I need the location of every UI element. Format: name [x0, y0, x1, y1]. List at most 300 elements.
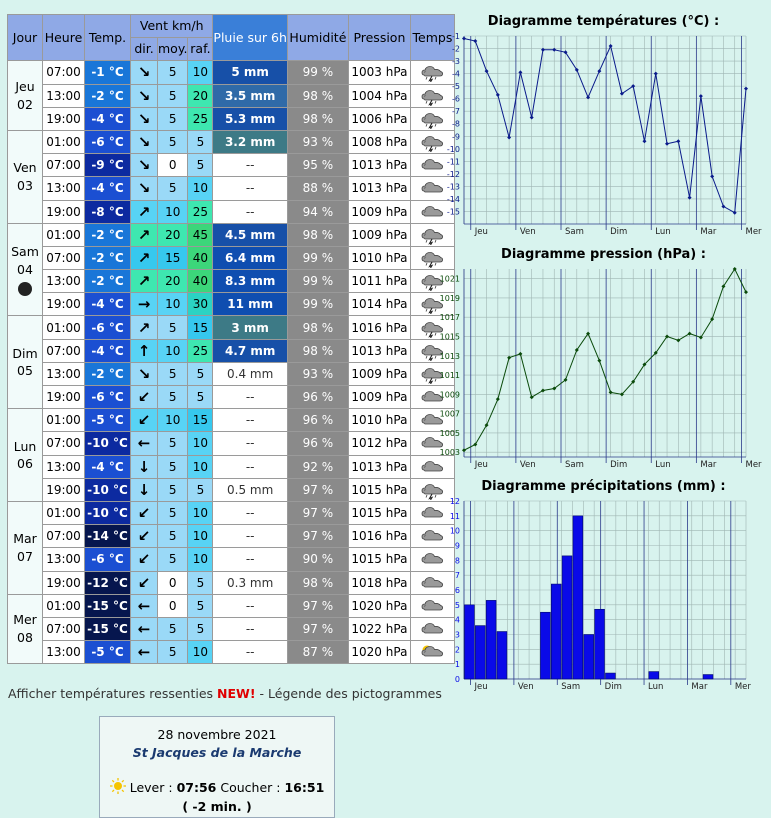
- forecast-row: [8, 455, 455, 478]
- wind-gust-cell: 45: [188, 223, 213, 246]
- pressure-cell: 1009 hPa: [348, 386, 410, 409]
- rain-cell: --: [213, 617, 288, 640]
- header-vent: Vent km/h: [131, 15, 213, 38]
- wind-direction-icon: ↘: [131, 61, 158, 84]
- wind-gust-cell: 10: [188, 61, 213, 84]
- wind-direction-icon: ↗: [131, 223, 158, 246]
- precip-bar: [497, 632, 507, 679]
- pressure-cell: 1015 hPa: [348, 501, 410, 524]
- temperature-cell: -12 °C: [85, 571, 131, 594]
- legend-link[interactable]: Légende des pictogrammes: [268, 686, 442, 701]
- wind-direction-icon: ↙: [131, 548, 158, 571]
- day-label: Sam: [11, 244, 39, 260]
- pressure-cell: 1020 hPa: [348, 594, 410, 617]
- wind-gust-cell: 25: [188, 200, 213, 223]
- time-cell: 01:00: [43, 316, 85, 339]
- x-tick-label: Sam: [565, 460, 584, 470]
- precip-bar: [562, 556, 572, 679]
- wind-direction-icon: ↙: [131, 525, 158, 548]
- precip-bar: [606, 673, 616, 679]
- x-tick-label: Ven: [519, 460, 536, 470]
- temperature-cell: -10 °C: [85, 478, 131, 501]
- rain-cell: 6.4 mm: [213, 246, 288, 269]
- sunrise-row: [100, 778, 334, 797]
- y-tick-label: -14: [446, 194, 460, 204]
- time-cell: 01:00: [43, 130, 85, 153]
- coucher-label: Coucher :: [220, 780, 281, 795]
- forecast-row: [8, 270, 455, 293]
- y-tick-label: 0: [454, 675, 460, 684]
- rain-cell: --: [213, 501, 288, 524]
- forecast-row: [8, 386, 455, 409]
- forecast-row: [8, 316, 455, 339]
- x-tick-label: Dim: [604, 682, 622, 692]
- day-cell: [8, 409, 43, 502]
- humidity-cell: 94 %: [287, 200, 348, 223]
- day-cell: [8, 223, 43, 316]
- header-dir: dir.: [131, 38, 158, 61]
- forecast-row: [8, 478, 455, 501]
- info-date: 28 novembre 2021: [157, 727, 277, 742]
- wind-direction-icon: ↘: [131, 130, 158, 153]
- pressure-cell: 1004 hPa: [348, 84, 410, 107]
- wind-direction-icon: ↘: [131, 84, 158, 107]
- rain-cell: 5 mm: [213, 61, 288, 84]
- forecast-row: [8, 548, 455, 571]
- wind-avg-cell: 5: [158, 617, 188, 640]
- wind-gust-cell: 5: [188, 362, 213, 385]
- y-tick-label: -13: [446, 182, 460, 192]
- time-cell: 07:00: [43, 339, 85, 362]
- time-cell: 19:00: [43, 107, 85, 130]
- header-temp: Temp.: [85, 15, 131, 61]
- y-tick-label: 1003: [439, 448, 460, 458]
- forecast-row: [8, 246, 455, 269]
- humidity-cell: 96 %: [287, 432, 348, 455]
- wind-avg-cell: 20: [158, 270, 188, 293]
- pressure-cell: 1013 hPa: [348, 339, 410, 362]
- temperature-cell: -4 °C: [85, 293, 131, 316]
- wind-avg-cell: 10: [158, 339, 188, 362]
- y-tick-label: 1011: [439, 371, 460, 381]
- pressure-cell: 1003 hPa: [348, 61, 410, 84]
- y-tick-label: -2: [452, 44, 460, 54]
- rain-cell: --: [213, 409, 288, 432]
- y-tick-label: 11: [449, 511, 460, 521]
- pressure-cell: 1012 hPa: [348, 432, 410, 455]
- y-tick-label: -9: [452, 132, 460, 142]
- pressure-cell: 1018 hPa: [348, 571, 410, 594]
- pressure-cell: 1006 hPa: [348, 107, 410, 130]
- wind-direction-icon: ↘: [131, 107, 158, 130]
- forecast-row: [8, 177, 455, 200]
- rain-cell: 3.5 mm: [213, 84, 288, 107]
- wind-direction-icon: ↑: [131, 339, 158, 362]
- humidity-cell: 90 %: [287, 548, 348, 571]
- day-number: 07: [17, 548, 33, 564]
- precip-bar: [584, 635, 594, 680]
- x-tick-label: Mer: [734, 682, 751, 692]
- y-tick-label: -11: [446, 157, 460, 167]
- wind-avg-cell: 5: [158, 478, 188, 501]
- rain-cell: --: [213, 548, 288, 571]
- wind-avg-cell: 5: [158, 84, 188, 107]
- temperature-cell: -10 °C: [85, 432, 131, 455]
- temperature-cell: -6 °C: [85, 386, 131, 409]
- temperature-cell: -2 °C: [85, 223, 131, 246]
- temperature-cell: -4 °C: [85, 339, 131, 362]
- humidity-cell: 87 %: [287, 641, 348, 664]
- y-tick-label: 6: [454, 586, 460, 595]
- pressure-cell: 1015 hPa: [348, 478, 410, 501]
- humidity-cell: 99 %: [287, 293, 348, 316]
- wind-gust-cell: 10: [188, 455, 213, 478]
- x-tick-label: Lun: [648, 682, 664, 692]
- pressure-chart-title: Diagramme pression (hPa) :: [501, 247, 706, 262]
- wind-gust-cell: 25: [188, 339, 213, 362]
- links-separator: -: [255, 686, 269, 701]
- time-cell: 07:00: [43, 154, 85, 177]
- pressure-cell: 1014 hPa: [348, 293, 410, 316]
- plot-area: [464, 36, 746, 224]
- pressure-cell: 1010 hPa: [348, 409, 410, 432]
- header-humidite: Humidité: [287, 15, 348, 61]
- pressure-cell: 1009 hPa: [348, 223, 410, 246]
- time-cell: 07:00: [43, 525, 85, 548]
- y-tick-label: -4: [452, 69, 460, 79]
- precip-bar: [703, 675, 713, 679]
- new-moon-icon: [18, 282, 32, 296]
- pressure-chart-svg: [436, 263, 771, 473]
- y-tick-label: 1015: [439, 332, 460, 342]
- day-label: Jeu: [15, 79, 35, 95]
- lever-time: 07:56: [176, 780, 217, 795]
- wind-avg-cell: 20: [158, 223, 188, 246]
- temperature-chart-title: Diagramme températures (°C) :: [487, 14, 720, 29]
- rain-cell: 5.3 mm: [213, 107, 288, 130]
- humidity-cell: 99 %: [287, 246, 348, 269]
- wind-avg-cell: 5: [158, 130, 188, 153]
- wind-direction-icon: ↓: [131, 478, 158, 501]
- wind-direction-icon: ←: [131, 594, 158, 617]
- header-jour: Jour: [8, 15, 43, 61]
- x-tick-label: Mar: [691, 682, 708, 692]
- pressure-cell: 1015 hPa: [348, 548, 410, 571]
- precip-bar: [573, 516, 583, 679]
- temperature-cell: -1 °C: [85, 61, 131, 84]
- rain-cell: 0.5 mm: [213, 478, 288, 501]
- humidity-cell: 98 %: [287, 571, 348, 594]
- pressure-cell: 1011 hPa: [348, 270, 410, 293]
- precip-bar: [551, 584, 561, 679]
- header-temps: Temps: [410, 15, 454, 61]
- y-tick-label: 1021: [439, 274, 460, 284]
- wind-gust-cell: 5: [188, 571, 213, 594]
- sun-info-box: [99, 716, 335, 818]
- day-number: 04: [17, 261, 33, 277]
- temperature-cell: -15 °C: [85, 617, 131, 640]
- forecast-row: [8, 200, 455, 223]
- y-tick-label: 1007: [439, 409, 460, 419]
- y-tick-label: -6: [452, 94, 460, 104]
- wind-avg-cell: 10: [158, 200, 188, 223]
- x-tick-label: Mar: [700, 227, 717, 237]
- time-cell: 19:00: [43, 478, 85, 501]
- forecast-row: [8, 362, 455, 385]
- pressure-cell: 1009 hPa: [348, 362, 410, 385]
- time-cell: 13:00: [43, 177, 85, 200]
- precip-bar: [540, 612, 550, 679]
- sun-icon: [110, 778, 126, 797]
- temperature-cell: -2 °C: [85, 246, 131, 269]
- y-tick-label: 9: [454, 541, 460, 551]
- wind-avg-cell: 5: [158, 641, 188, 664]
- temperature-cell: -2 °C: [85, 84, 131, 107]
- x-tick-label: Sam: [565, 227, 584, 237]
- wind-avg-cell: 5: [158, 501, 188, 524]
- header-pluie: Pluie sur 6h: [213, 15, 288, 61]
- precip-bar: [595, 609, 605, 679]
- precip-bar: [649, 672, 659, 679]
- wind-gust-cell: 5: [188, 386, 213, 409]
- wind-gust-cell: 5: [188, 617, 213, 640]
- y-tick-label: -12: [446, 169, 460, 179]
- day-label: Mer: [13, 612, 37, 628]
- day-cell: [8, 61, 43, 131]
- forecast-row: [8, 409, 455, 432]
- forecast-row: [8, 154, 455, 177]
- y-tick-label: 5: [454, 600, 460, 610]
- temperature-cell: -4 °C: [85, 177, 131, 200]
- wind-gust-cell: 20: [188, 84, 213, 107]
- temperature-cell: -14 °C: [85, 525, 131, 548]
- day-cell: [8, 594, 43, 664]
- x-tick-label: Lun: [655, 460, 671, 470]
- y-tick-label: 3: [454, 630, 460, 640]
- wind-avg-cell: 5: [158, 525, 188, 548]
- day-number: 03: [17, 177, 33, 193]
- rain-cell: 0.4 mm: [213, 362, 288, 385]
- temperature-cell: -15 °C: [85, 594, 131, 617]
- wind-gust-cell: 10: [188, 525, 213, 548]
- time-cell: 01:00: [43, 594, 85, 617]
- wind-direction-icon: ←: [131, 641, 158, 664]
- wind-direction-icon: ↗: [131, 270, 158, 293]
- day-number: 02: [17, 96, 33, 112]
- pressure-cell: 1016 hPa: [348, 316, 410, 339]
- humidity-cell: 97 %: [287, 501, 348, 524]
- temperature-cell: -6 °C: [85, 548, 131, 571]
- humidity-cell: 97 %: [287, 594, 348, 617]
- header-heure: Heure: [43, 15, 85, 61]
- humidity-cell: 98 %: [287, 107, 348, 130]
- y-tick-label: -7: [452, 107, 460, 117]
- rain-cell: --: [213, 200, 288, 223]
- temperature-cell: -9 °C: [85, 154, 131, 177]
- wind-gust-cell: 10: [188, 548, 213, 571]
- pressure-cell: 1008 hPa: [348, 130, 410, 153]
- day-number: 05: [17, 363, 33, 379]
- time-cell: 19:00: [43, 386, 85, 409]
- forecast-row: [8, 432, 455, 455]
- wind-direction-icon: ↙: [131, 571, 158, 594]
- forecast-row: [8, 617, 455, 640]
- y-tick-label: 1009: [439, 390, 460, 400]
- y-tick-label: 1: [454, 660, 460, 670]
- y-tick-label: 1017: [439, 313, 460, 323]
- wind-avg-cell: 0: [158, 154, 188, 177]
- wind-avg-cell: 0: [158, 571, 188, 594]
- temperature-cell: -6 °C: [85, 316, 131, 339]
- day-cell: [8, 501, 43, 594]
- temperature-cell: -4 °C: [85, 455, 131, 478]
- forecast-row: [8, 594, 455, 617]
- y-tick-label: 7: [454, 571, 460, 581]
- forecast-row: [8, 641, 455, 664]
- plot-area: [464, 269, 746, 457]
- day-cell: [8, 316, 43, 409]
- wind-gust-cell: 5: [188, 130, 213, 153]
- wind-avg-cell: 5: [158, 177, 188, 200]
- ressenties-link[interactable]: Afficher températures ressenties: [8, 686, 214, 701]
- y-tick-label: -8: [452, 119, 460, 129]
- wind-gust-cell: 10: [188, 177, 213, 200]
- humidity-cell: 93 %: [287, 130, 348, 153]
- day-label: Ven: [13, 160, 37, 176]
- time-cell: 01:00: [43, 223, 85, 246]
- pressure-cell: 1010 hPa: [348, 246, 410, 269]
- y-tick-label: 8: [454, 556, 460, 566]
- humidity-cell: 97 %: [287, 525, 348, 548]
- wind-direction-icon: ↙: [131, 386, 158, 409]
- forecast-row: [8, 84, 455, 107]
- temperature-cell: -4 °C: [85, 107, 131, 130]
- temperature-cell: -6 °C: [85, 130, 131, 153]
- rain-cell: 11 mm: [213, 293, 288, 316]
- rain-cell: --: [213, 386, 288, 409]
- x-tick-label: Dim: [610, 460, 628, 470]
- time-cell: 07:00: [43, 432, 85, 455]
- day-length-delta: ( -2 min. ): [182, 799, 252, 814]
- pressure-cell: 1013 hPa: [348, 154, 410, 177]
- y-tick-label: 10: [449, 526, 460, 536]
- day-label: Dim: [12, 345, 38, 361]
- time-cell: 07:00: [43, 61, 85, 84]
- y-tick-label: -15: [446, 207, 460, 217]
- precip-bar: [465, 605, 475, 679]
- wind-direction-icon: ←: [131, 617, 158, 640]
- day-number: 06: [17, 456, 33, 472]
- humidity-cell: 98 %: [287, 84, 348, 107]
- rain-cell: 3 mm: [213, 316, 288, 339]
- precip-bar: [486, 600, 496, 679]
- humidity-cell: 99 %: [287, 61, 348, 84]
- humidity-cell: 98 %: [287, 223, 348, 246]
- humidity-cell: 96 %: [287, 409, 348, 432]
- y-tick-label: -10: [446, 144, 460, 154]
- time-cell: 01:00: [43, 409, 85, 432]
- header-moy: moy.: [158, 38, 188, 61]
- temperature-cell: -2 °C: [85, 270, 131, 293]
- wind-direction-icon: ↗: [131, 246, 158, 269]
- pressure-cell: 1013 hPa: [348, 455, 410, 478]
- links-bar: [8, 686, 442, 701]
- y-tick-label: 12: [449, 497, 460, 506]
- wind-gust-cell: 5: [188, 594, 213, 617]
- wind-avg-cell: 5: [158, 386, 188, 409]
- wind-avg-cell: 10: [158, 409, 188, 432]
- rain-cell: 4.7 mm: [213, 339, 288, 362]
- wind-direction-icon: ↙: [131, 409, 158, 432]
- x-tick-label: Lun: [655, 227, 671, 237]
- y-tick-label: 2: [454, 645, 460, 655]
- y-tick-label: -1: [452, 32, 460, 41]
- wind-gust-cell: 10: [188, 432, 213, 455]
- wind-gust-cell: 10: [188, 501, 213, 524]
- rain-cell: --: [213, 177, 288, 200]
- forecast-row: [8, 571, 455, 594]
- temperature-cell: -5 °C: [85, 409, 131, 432]
- rain-cell: --: [213, 455, 288, 478]
- wind-gust-cell: 40: [188, 246, 213, 269]
- time-cell: 13:00: [43, 455, 85, 478]
- pressure-cell: 1020 hPa: [348, 641, 410, 664]
- time-cell: 13:00: [43, 270, 85, 293]
- time-cell: 13:00: [43, 362, 85, 385]
- rain-cell: --: [213, 641, 288, 664]
- time-cell: 01:00: [43, 501, 85, 524]
- x-tick-label: Jeu: [474, 460, 488, 470]
- forecast-row: [8, 223, 455, 246]
- y-tick-label: 1019: [439, 293, 460, 303]
- forecast-row: [8, 61, 455, 84]
- rain-cell: 4.5 mm: [213, 223, 288, 246]
- wind-direction-icon: ↘: [131, 362, 158, 385]
- wind-direction-icon: ↘: [131, 154, 158, 177]
- day-label: Mar: [13, 531, 37, 547]
- coucher-time: 16:51: [284, 780, 325, 795]
- forecast-table: [7, 14, 455, 664]
- time-cell: 19:00: [43, 571, 85, 594]
- wind-gust-cell: 30: [188, 293, 213, 316]
- humidity-cell: 96 %: [287, 386, 348, 409]
- new-badge: NEW!: [217, 686, 256, 701]
- temperature-cell: -8 °C: [85, 200, 131, 223]
- rain-cell: --: [213, 432, 288, 455]
- wind-avg-cell: 5: [158, 61, 188, 84]
- y-tick-label: 4: [454, 615, 460, 625]
- wind-avg-cell: 10: [158, 293, 188, 316]
- day-cell: [8, 130, 43, 223]
- humidity-cell: 88 %: [287, 177, 348, 200]
- humidity-cell: 98 %: [287, 339, 348, 362]
- pressure-cell: 1013 hPa: [348, 177, 410, 200]
- humidity-cell: 98 %: [287, 316, 348, 339]
- wind-avg-cell: 5: [158, 316, 188, 339]
- wind-direction-icon: ↗: [131, 316, 158, 339]
- humidity-cell: 97 %: [287, 617, 348, 640]
- time-cell: 19:00: [43, 293, 85, 316]
- forecast-row: [8, 339, 455, 362]
- wind-direction-icon: ↗: [131, 200, 158, 223]
- precipitation-chart-svg: [436, 495, 771, 695]
- time-cell: 07:00: [43, 246, 85, 269]
- time-cell: 07:00: [43, 617, 85, 640]
- header-raf: raf.: [188, 38, 213, 61]
- precip-bar: [475, 626, 485, 679]
- pressure-cell: 1009 hPa: [348, 200, 410, 223]
- header-pression: Pression: [348, 15, 410, 61]
